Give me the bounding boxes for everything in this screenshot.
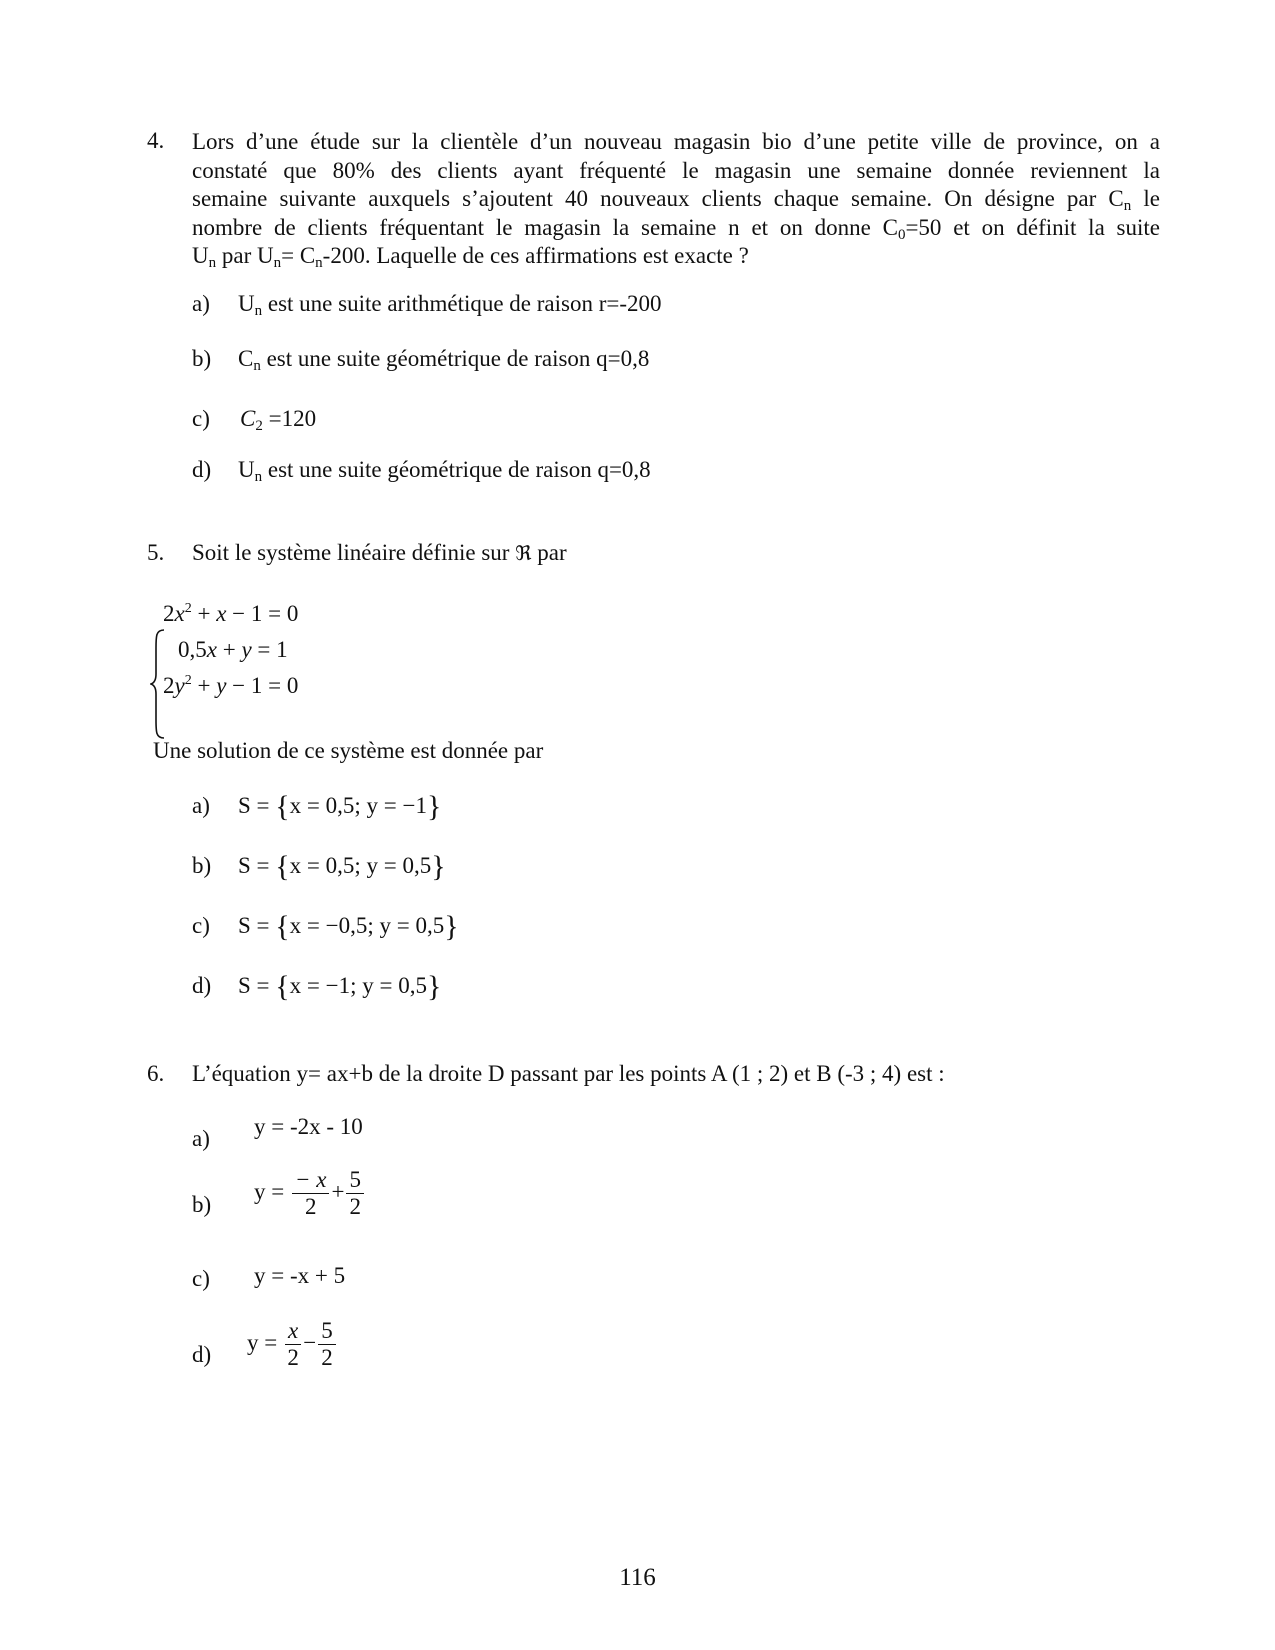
fraction-2 xyxy=(346,1167,364,1220)
fraction-1 xyxy=(285,1318,301,1371)
q5-option-d-letter: d) xyxy=(192,973,212,998)
eq1-x2: x xyxy=(216,601,227,626)
eq1-exponent: 2 xyxy=(184,601,192,616)
q4-line-4 xyxy=(192,214,1160,243)
sub-n: n xyxy=(208,255,217,271)
q6-option-d xyxy=(247,1318,338,1371)
u-symbol: U xyxy=(192,243,209,268)
denominator: 2 xyxy=(287,1345,299,1370)
q5-intro-end: par xyxy=(531,540,567,565)
sub-n: n xyxy=(1123,198,1132,214)
set-prefix: S = xyxy=(238,973,276,998)
numerator: x xyxy=(285,1318,301,1345)
q4-line-3 xyxy=(192,185,1160,214)
system-equation-2 xyxy=(178,637,288,663)
q4-option-a-letter: a) xyxy=(192,291,210,316)
q4-line-5-a: par U xyxy=(221,243,274,268)
option-symbol: C xyxy=(238,346,254,371)
right-brace: } xyxy=(444,910,459,943)
set-prefix: S = xyxy=(238,913,276,938)
right-brace: } xyxy=(426,790,442,823)
eq2-rest: = 1 xyxy=(251,637,288,662)
option-text: est une suite géométrique de raison q=0,8 xyxy=(260,346,650,371)
equation-prefix: y = xyxy=(254,1178,290,1204)
left-brace: { xyxy=(275,850,290,883)
q4-line-1: Lors d’une étude sur la clientèle d’un nouveau magasin bio d’une petite ville de province, on a xyxy=(192,129,1160,154)
q5-option-a xyxy=(238,790,441,824)
q4-option-b-letter: b) xyxy=(192,346,212,371)
eq1-coef: 2 xyxy=(163,601,175,626)
numerator: 5 xyxy=(318,1318,336,1345)
denominator: 2 xyxy=(321,1345,333,1370)
q4-option-a xyxy=(238,291,662,317)
question-6-intro: L’équation y= ax+b de la droite D passant par les points A (1 ; 2) et B (-3 ; 4) est : xyxy=(192,1061,945,1086)
q4-line-3-text: semaine suivante auxquels s’ajoutent 40 nouveaux clients chaque semaine. On désigne par C xyxy=(192,186,1124,211)
option-sub: 2 xyxy=(255,418,263,434)
eq2-y: y xyxy=(241,637,252,662)
eq3-y2: y xyxy=(216,673,227,698)
eq3-rest: − 1 = 0 xyxy=(226,673,299,698)
eq3-plus: + xyxy=(191,673,217,698)
q5-option-b-letter: b) xyxy=(192,853,212,878)
sub-0: 0 xyxy=(897,226,906,243)
q4-line-4-text: nombre de clients fréquentant le magasin la semaine n et on donne C xyxy=(192,214,898,240)
q4-line-4-end: =50 et on définit la suite xyxy=(905,214,1161,240)
set-body: x = −1; y = 0,5 xyxy=(289,973,427,998)
q6-option-d-letter: d) xyxy=(192,1342,212,1367)
set-prefix: S = xyxy=(238,793,276,818)
right-brace: } xyxy=(426,970,442,1003)
set-body: x = −0,5; y = 0,5 xyxy=(289,913,445,938)
reals-symbol: ℜ xyxy=(515,541,532,565)
denominator: 2 xyxy=(304,1194,317,1219)
q4-line-3-end: le xyxy=(1131,186,1160,211)
eq1-plus: + xyxy=(191,601,217,626)
q5-intro-text: Soit le système linéaire définie sur xyxy=(192,540,516,565)
option-symbol: C xyxy=(240,406,256,431)
q4-line-2: constaté que 80% des clients ayant fréquenté le magasin une semaine donnée reviennent la xyxy=(192,157,1160,183)
sub-n: n xyxy=(315,255,323,271)
fraction-1 xyxy=(292,1167,329,1220)
set-body: x = 0,5; y = 0,5 xyxy=(289,853,432,878)
q4-line-5 xyxy=(192,242,1160,271)
q4-option-c-letter: c) xyxy=(192,406,210,431)
eq2-coef: 0,5 xyxy=(178,637,207,662)
option-text: est une suite arithmétique de raison r=-200 xyxy=(262,291,662,316)
q5-option-a-letter: a) xyxy=(192,793,210,818)
eq3-coef: 2 xyxy=(163,673,175,698)
eq3-exponent: 2 xyxy=(184,673,192,688)
q5-option-b xyxy=(238,850,446,884)
option-sub: n xyxy=(254,469,263,485)
q5-option-c xyxy=(238,910,459,944)
operator: + xyxy=(331,1178,345,1204)
left-brace: { xyxy=(275,790,290,823)
operator: − xyxy=(303,1329,317,1355)
left-brace: { xyxy=(275,970,290,1003)
q6-option-a: y = -2x - 10 xyxy=(254,1114,363,1139)
eq3-y: y xyxy=(174,673,185,698)
eq1-x: x xyxy=(174,601,185,626)
eq2-plus: + xyxy=(216,637,242,662)
option-symbol: U xyxy=(238,457,255,482)
equation-prefix: y = xyxy=(247,1329,283,1355)
q6-option-b-letter: b) xyxy=(192,1192,212,1217)
numerator: − x xyxy=(292,1167,329,1194)
option-sub: n xyxy=(254,303,263,319)
question-4-number: 4. xyxy=(147,128,165,153)
fraction-2 xyxy=(318,1318,336,1371)
option-text: est une suite géométrique de raison q=0,8 xyxy=(262,457,651,482)
set-body: x = 0,5; y = −1 xyxy=(289,793,427,818)
option-sub: n xyxy=(253,358,261,374)
solution-intro: Une solution de ce système est donnée par xyxy=(153,738,544,763)
question-4-text xyxy=(192,128,1160,271)
q5-option-d xyxy=(238,970,441,1004)
q6-option-c: y = -x + 5 xyxy=(254,1263,346,1288)
left-brace: { xyxy=(275,910,290,943)
option-symbol: U xyxy=(238,291,255,316)
q6-option-c-letter: c) xyxy=(192,1266,210,1291)
question-5-number: 5. xyxy=(147,540,165,565)
system-equation-3 xyxy=(163,673,298,699)
option-text: =120 xyxy=(262,406,317,431)
sub-n: n xyxy=(273,255,282,271)
q5-option-c-letter: c) xyxy=(192,913,210,938)
set-prefix: S = xyxy=(238,853,276,878)
numerator: 5 xyxy=(346,1167,364,1194)
question-6-number: 6. xyxy=(147,1061,165,1086)
q6-option-b xyxy=(254,1167,366,1220)
q4-line-5-c: -200. Laquelle de ces affirmations est exacte ? xyxy=(322,243,749,268)
eq2-x: x xyxy=(206,637,217,662)
q4-option-b xyxy=(238,346,649,372)
page-number: 116 xyxy=(619,1564,656,1591)
q4-option-d xyxy=(238,457,651,483)
denominator: 2 xyxy=(349,1194,361,1219)
q4-option-c xyxy=(240,406,316,432)
right-brace: } xyxy=(431,850,446,883)
q4-option-d-letter: d) xyxy=(192,457,212,482)
question-5-intro xyxy=(192,540,567,566)
eq1-rest: − 1 = 0 xyxy=(226,601,299,626)
q6-option-a-letter: a) xyxy=(192,1126,210,1151)
system-equation-1 xyxy=(163,601,298,627)
q4-line-5-b: = C xyxy=(281,243,316,268)
